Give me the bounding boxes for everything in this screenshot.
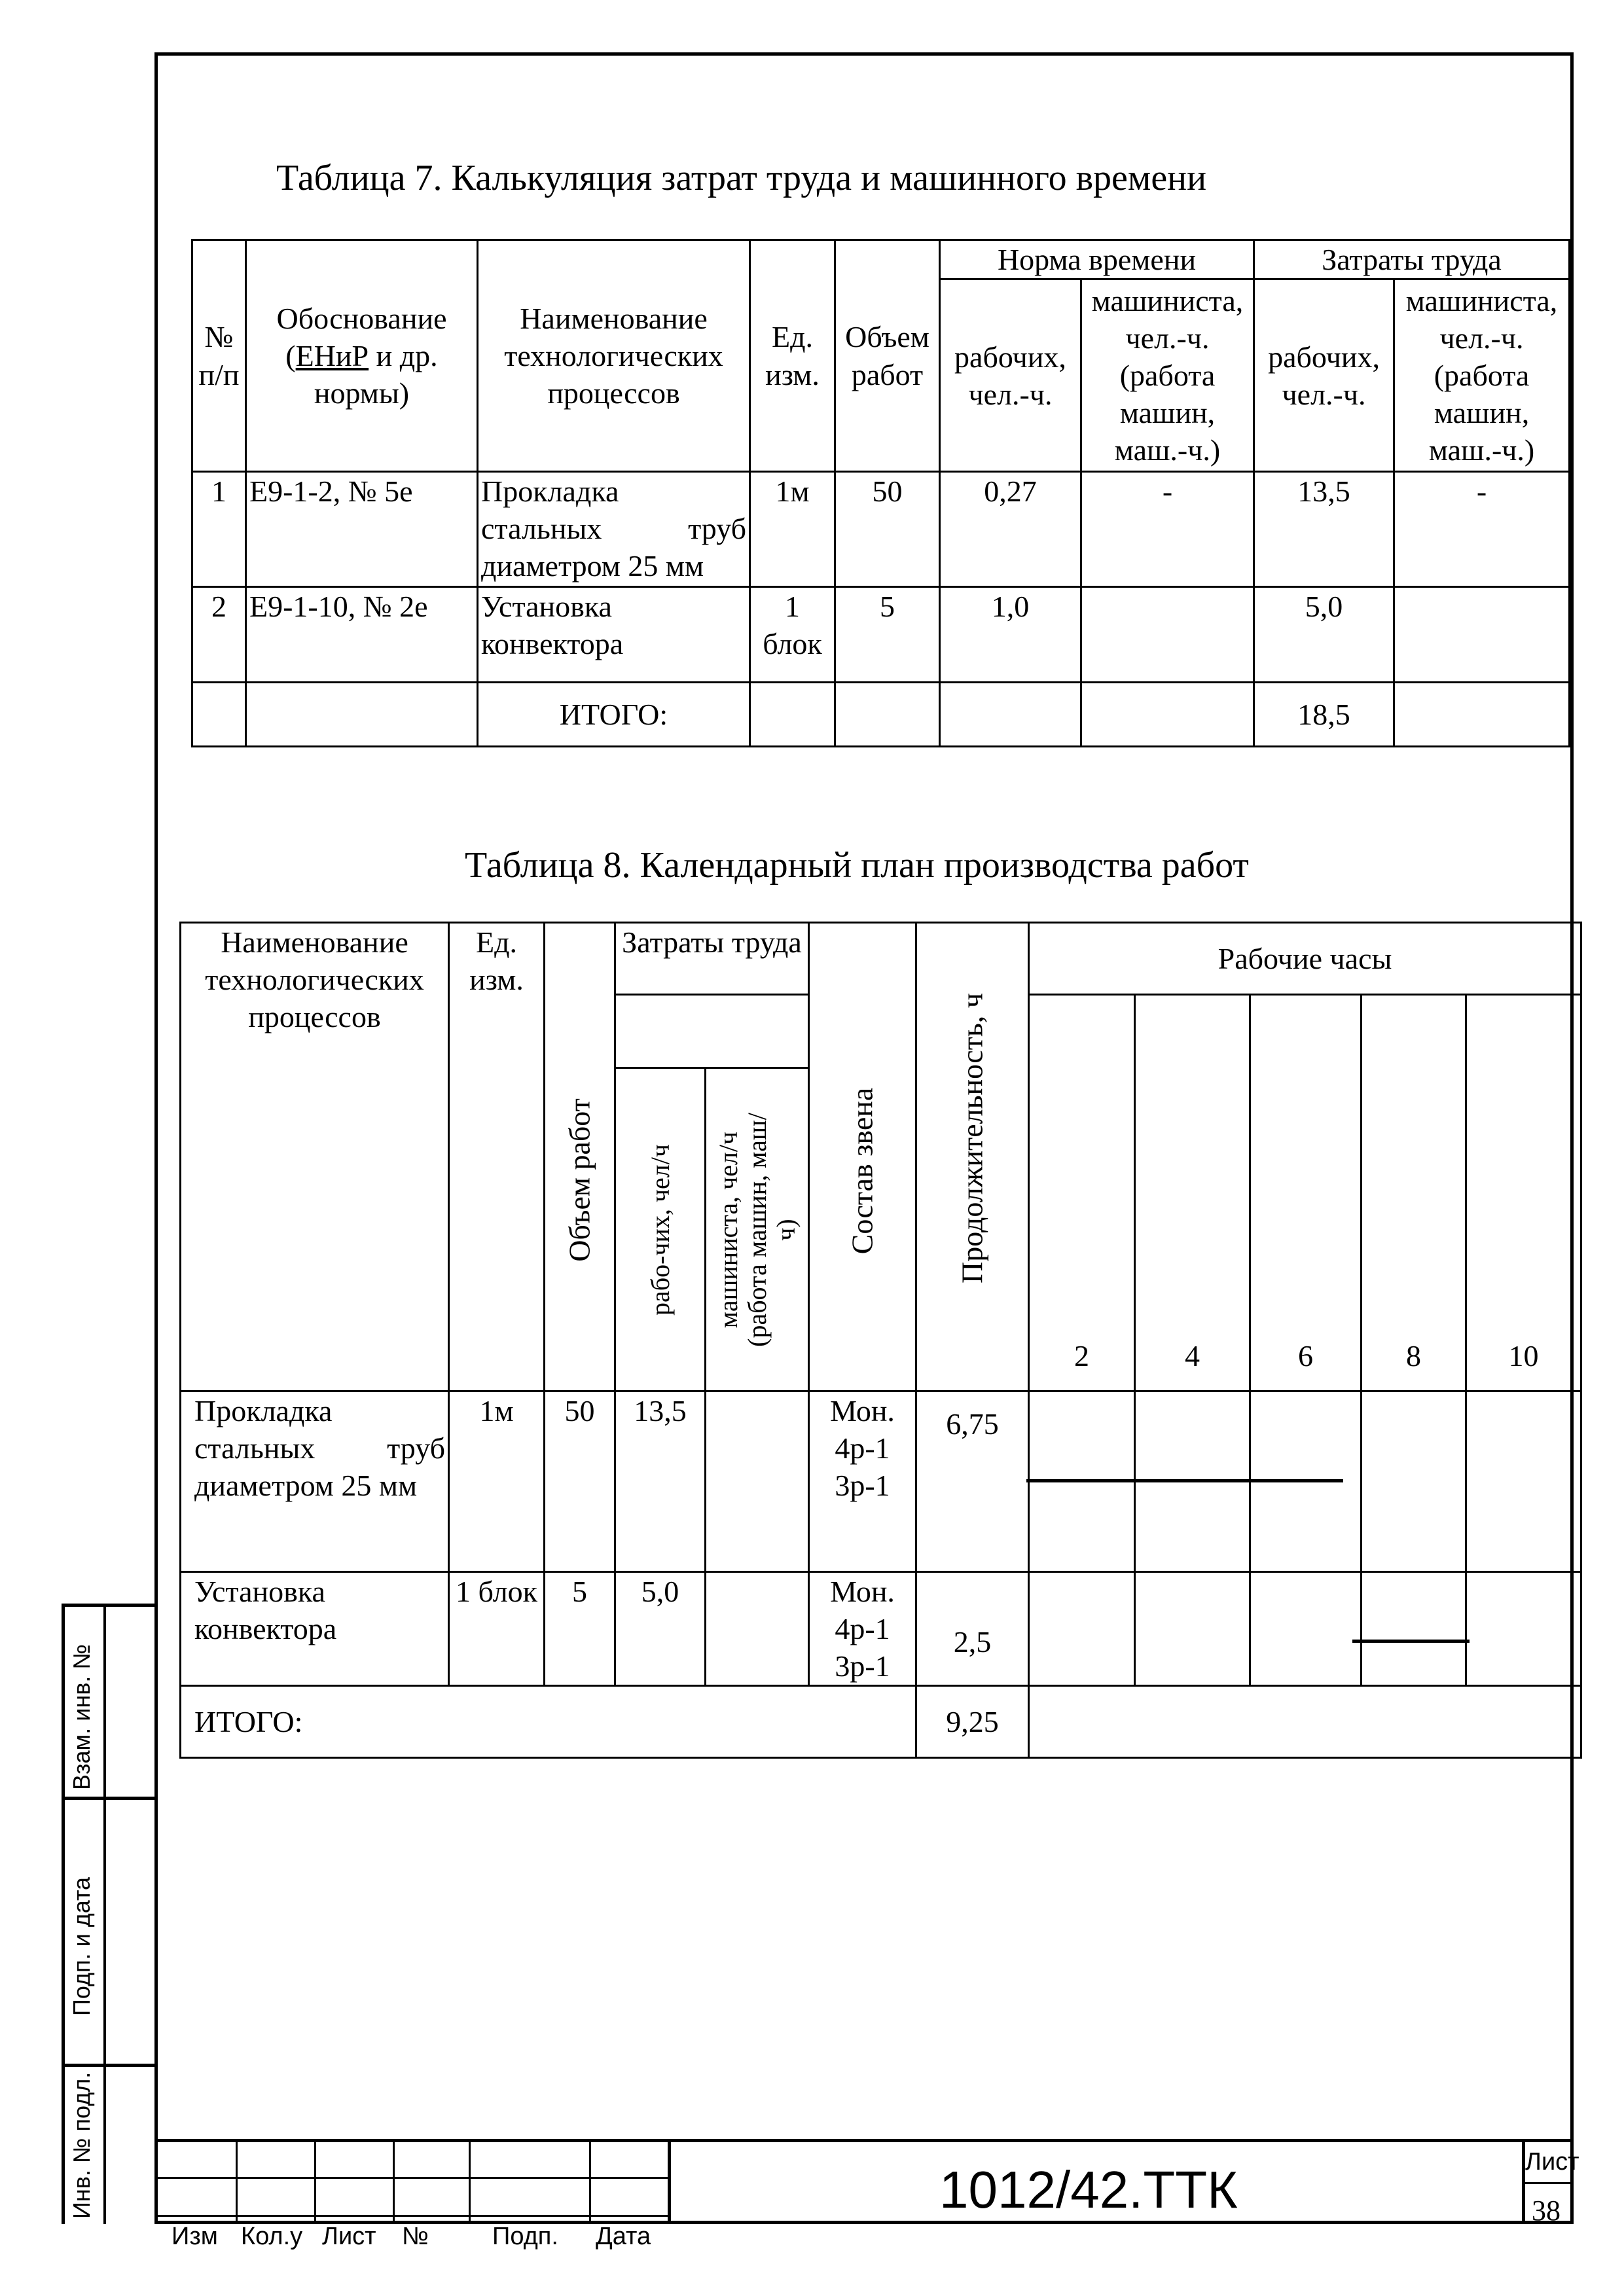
header-cost-machinist: машиниста, чел.-ч. (работа машин, маш.-ч.) (1394, 279, 1570, 472)
table-row (181, 1572, 1581, 1686)
row1-num: 1 (192, 472, 246, 587)
h8-workers: рабо-чих, чел/ч (645, 1143, 675, 1316)
hour-tick: 6 (1250, 995, 1362, 1391)
r8-total-label: ИТОГО: (181, 1686, 916, 1758)
row2-process: Установка конвектора (478, 587, 750, 683)
r8-2-unit: 1 блок (449, 1572, 545, 1686)
r8-2-machinist (706, 1572, 809, 1686)
hour-tick: 8 (1362, 995, 1466, 1391)
row1-volume: 50 (835, 472, 940, 587)
tb-col-date: Дата (596, 2223, 651, 2250)
labor-calculation-table (191, 239, 1570, 747)
row2-volume: 5 (835, 587, 940, 683)
header-volume: Объем работ (835, 240, 940, 472)
row1-norm-machinist: - (1081, 472, 1254, 587)
h8-duration: Продолжительность, ч (955, 993, 989, 1283)
r8-1-volume: 50 (545, 1391, 615, 1572)
tb-col-kolu: Кол.у (241, 2223, 303, 2250)
row2-unit: 1 блок (750, 587, 835, 683)
h8-machinist: машиниста, чел/ч (работа машин, маш/ч) (713, 1112, 801, 1347)
r8-total-value: 9,25 (916, 1686, 1029, 1758)
row2-norm-machinist (1081, 587, 1254, 683)
row1-process: Прокладка стальных труб диаметром 25 мм (478, 472, 750, 587)
schedule-bar-pipes (1026, 1479, 1343, 1482)
h8-process: Наименование технологических процессов (181, 923, 449, 1391)
header-num: № п/п (192, 240, 246, 472)
r8-1-duration: 6,75 (916, 1391, 1029, 1572)
header-process: Наименование технологических процессов (478, 240, 750, 472)
row1-unit: 1м (750, 472, 835, 587)
h8-unit: Ед. изм. (449, 923, 545, 1391)
tb-col-num: № (402, 2223, 429, 2250)
h8-workers-cell (615, 1068, 706, 1391)
total-row (192, 683, 1570, 747)
total-value: 18,5 (1254, 683, 1394, 747)
row1-cost-machinist: - (1394, 472, 1570, 587)
side-inv-replace: Взам. инв. № (68, 1643, 95, 1790)
sheet-number: 38 (1532, 2195, 1561, 2227)
header-basis (246, 240, 478, 472)
h8-volume-cell (545, 923, 615, 1391)
enir-link: ЕНиР (295, 339, 369, 372)
row1-cost-workers: 13,5 (1254, 472, 1394, 587)
r8-1-process: Прокладка стальных труб диаметром 25 мм (181, 1391, 449, 1572)
r8-2-process: Установка конвектора (181, 1572, 449, 1686)
row2-num: 2 (192, 587, 246, 683)
hour-tick: 4 (1135, 995, 1250, 1391)
header-cost-workers: рабочих, чел.-ч. (1254, 279, 1394, 472)
r8-1-machinist (706, 1391, 809, 1572)
r8-1-workers: 13,5 (615, 1391, 706, 1572)
header-norm-workers: рабочих, чел.-ч. (940, 279, 1081, 472)
title-block-top (154, 2139, 1574, 2142)
table-row (181, 1391, 1581, 1572)
hour-tick: 10 (1466, 995, 1581, 1391)
table-row (192, 472, 1570, 587)
side-stamp-border (62, 1604, 65, 2224)
r8-1-unit: 1м (449, 1391, 545, 1572)
sheet-label: Лист (1525, 2148, 1579, 2176)
document-code: 1012/42.ТТК (939, 2161, 1238, 2219)
side-inv-original: Инв. № подл. (68, 2072, 95, 2219)
header-cost-group: Затраты труда (1254, 240, 1570, 279)
h8-machinist-cell (706, 1068, 809, 1391)
row2-cost-machinist (1394, 587, 1570, 683)
h8-volume: Объем работ (562, 1098, 596, 1262)
h8-hours-group: Рабочие часы (1029, 923, 1581, 995)
header-norm-group: Норма времени (940, 240, 1254, 279)
calendar-plan-table (179, 922, 1582, 1759)
side-signature-date: Подп. и дата (68, 1876, 95, 2016)
total-row (181, 1686, 1581, 1758)
r8-2-workers: 5,0 (615, 1572, 706, 1686)
r8-2-volume: 5 (545, 1572, 615, 1686)
h8-cost-group: Затраты труда (615, 923, 809, 995)
schedule-bar-convector (1352, 1640, 1470, 1643)
h8-crew-cell (809, 923, 916, 1391)
table8-caption: Таблица 8. Календарный план производства работ (465, 845, 1249, 886)
table-row (192, 587, 1570, 683)
r8-2-duration: 2,5 (916, 1572, 1029, 1686)
r8-2-crew: Мон. 4р-1 3р-1 (809, 1572, 916, 1686)
table7-caption: Таблица 7. Калькуляция затрат труда и машинного времени (276, 158, 1207, 198)
header-basis-text-a: Обоснование ( (276, 301, 447, 372)
header-basis-text-b: и др. нормы) (314, 339, 438, 410)
header-norm-machinist: машиниста, чел.-ч. (работа машин, маш.-ч.) (1081, 279, 1254, 472)
h8-crew: Состав звена (845, 1087, 879, 1255)
hour-tick: 2 (1029, 995, 1135, 1391)
tb-col-podp: Подп. (492, 2223, 558, 2250)
tb-col-list: Лист (322, 2223, 376, 2250)
header-unit: Ед. изм. (750, 240, 835, 472)
r8-1-crew: Мон. 4р-1 3р-1 (809, 1391, 916, 1572)
row2-norm-workers: 1,0 (940, 587, 1081, 683)
row1-norm-workers: 0,27 (940, 472, 1081, 587)
row2-basis: Е9-1-10, № 2е (246, 587, 478, 683)
h8-duration-cell (916, 923, 1029, 1391)
row2-cost-workers: 5,0 (1254, 587, 1394, 683)
total-label: ИТОГО: (478, 683, 750, 747)
row1-basis: Е9-1-2, № 5е (246, 472, 478, 587)
tb-col-izm: Изм (171, 2223, 218, 2250)
